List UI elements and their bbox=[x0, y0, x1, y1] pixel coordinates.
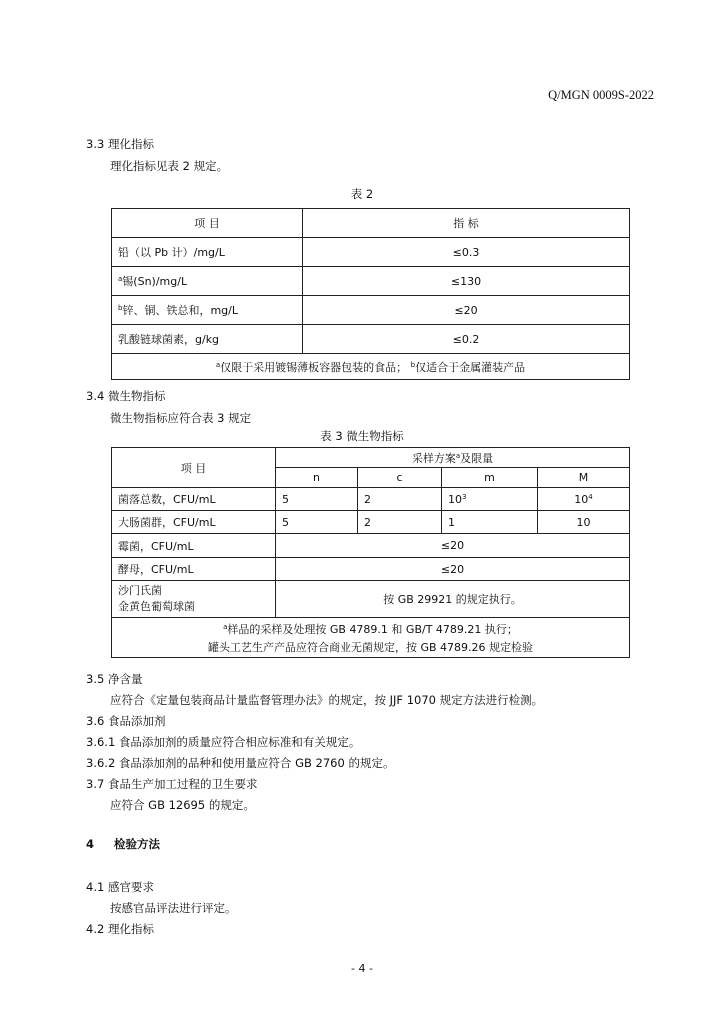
page-number: - 4 - bbox=[351, 962, 373, 975]
section-3-4-text: 微生物指标应符合表 3 规定 bbox=[110, 411, 252, 425]
section-3-6-1-text: 3.6.1 食品添加剂的质量应符合相应标准和有关规定。 bbox=[86, 735, 361, 749]
section-3-3-text: 理化指标见表 2 规定。 bbox=[110, 159, 229, 173]
table2-item: 铅（以 Pb 计）/mg/L bbox=[118, 246, 225, 259]
section-3-4-heading: 3.4 微生物指标 bbox=[86, 389, 166, 403]
table2-value: ≤130 bbox=[303, 267, 630, 296]
section-3-6-2-text: 3.6.2 食品添加剂的品种和使用量应符合 GB 2760 的规定。 bbox=[86, 756, 395, 770]
table-row: $^b$锌、铜、铁总和，mg/L ≤20 bbox=[112, 296, 630, 325]
table2-value: ≤0.3 bbox=[303, 238, 630, 267]
table2-item: 锌、铜、铁总和，mg/L bbox=[122, 304, 238, 317]
table3-pathogen-value: 按 GB 29921 的规定执行。 bbox=[276, 581, 630, 618]
section-4-heading: 检验方法 bbox=[114, 837, 160, 851]
section-4-1-text: 按感官品评法进行评定。 bbox=[110, 901, 237, 915]
table-row: 大肠菌群，CFU/mL 5 2 1 10 bbox=[112, 511, 630, 534]
table3-mold-item: 霉菌，CFU/mL bbox=[112, 534, 276, 558]
section-4-2-heading: 4.2 理化指标 bbox=[86, 922, 154, 936]
table3-item: 菌落总数，CFU/mL bbox=[112, 488, 276, 511]
table3-item: 大肠菌群，CFU/mL bbox=[112, 511, 276, 534]
table-row bbox=[112, 558, 630, 581]
table-row bbox=[112, 534, 630, 558]
section-4-1-heading: 4.1 感官要求 bbox=[86, 880, 154, 894]
table3-col-n: n bbox=[276, 468, 358, 488]
table-2 bbox=[111, 208, 630, 380]
section-4-number: 4 bbox=[86, 837, 95, 851]
section-3-7-text: 应符合 GB 12695 的规定。 bbox=[110, 798, 255, 812]
table-3 bbox=[111, 447, 630, 658]
table3-yeast-item: 酵母，CFU/mL bbox=[112, 558, 276, 581]
table2-item: 锡(Sn)/mg/L bbox=[122, 275, 188, 288]
table3-pathogen-item: 沙门氏菌 金黄色葡萄球菌 bbox=[112, 581, 276, 618]
table2-footnote: $^a$仅限于采用镀锡薄板容器包装的食品； $^b$仅适合于金属灌装产品 bbox=[112, 354, 630, 380]
standard-code: Q/MGN 0009S-2022 bbox=[548, 88, 654, 102]
table3-footnote: $^a$样品的采样及处理按 GB 4789.1 和 GB/T 4789.21 执行； 罐头工艺生产产品应符合商业无菌规定，按 GB 4789.26 规定检验 bbox=[112, 618, 630, 658]
table2-value: ≤20 bbox=[303, 296, 630, 325]
table2-header-item: 项 目 bbox=[112, 209, 303, 238]
table3-col-c: c bbox=[358, 468, 442, 488]
table3-header-item: 项 目 bbox=[112, 448, 276, 488]
table-row: 菌落总数，CFU/mL 5 2 $10^3$ $10^4$ bbox=[112, 488, 630, 511]
table-row bbox=[112, 581, 630, 618]
table2-item: 乳酸链球菌素，g/kg bbox=[118, 333, 220, 346]
section-3-6-heading: 3.6 食品添加剂 bbox=[86, 714, 166, 728]
table-row bbox=[112, 325, 630, 354]
table2-header-value: 指 标 bbox=[303, 209, 630, 238]
section-3-5-text: 应符合《定量包装商品计量监督管理办法》的规定，按 JJF 1070 规定方法进行检测。 bbox=[110, 693, 544, 707]
table-row: $^a$锡(Sn)/mg/L ≤130 bbox=[112, 267, 630, 296]
section-3-3-heading: 3.3 理化指标 bbox=[86, 137, 154, 151]
table-row bbox=[112, 238, 630, 267]
table3-mold-value: ≤20 bbox=[276, 534, 630, 558]
table3-caption: 表 3 微生物指标 bbox=[320, 429, 404, 443]
section-3-7-heading: 3.7 食品生产加工过程的卫生要求 bbox=[86, 777, 258, 791]
table3-col-M: M bbox=[538, 468, 630, 488]
table2-value: ≤0.2 bbox=[303, 325, 630, 354]
table3-header-plan: 采样方案$^a$及限量 bbox=[276, 448, 630, 468]
table3-yeast-value: ≤20 bbox=[276, 558, 630, 581]
table2-caption: 表 2 bbox=[350, 187, 374, 201]
section-3-5-heading: 3.5 净含量 bbox=[86, 672, 143, 686]
table3-col-m: m bbox=[442, 468, 538, 488]
